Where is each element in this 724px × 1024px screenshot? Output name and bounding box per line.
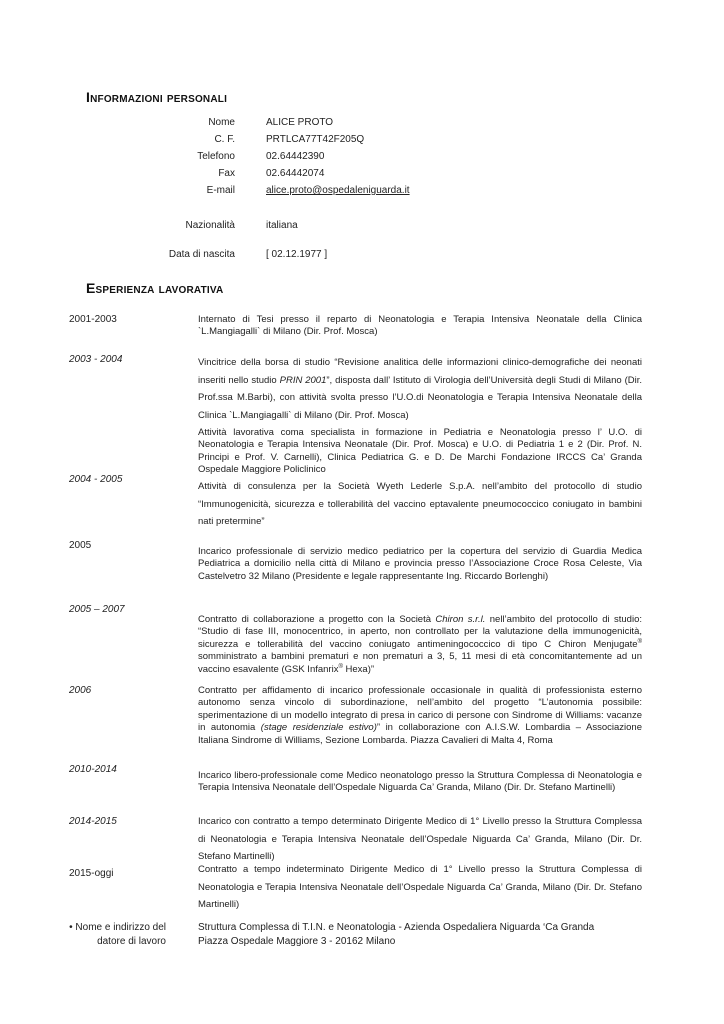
entry-date: 2006	[69, 685, 92, 696]
personal-row-birth	[0, 249, 724, 266]
personal-row-fax	[0, 168, 724, 185]
fax-label: Fax	[218, 168, 235, 179]
personal-info	[0, 117, 724, 266]
entry-text: somministrato a bambini prematuri e non prematuri a 3, 5, 11 mesi di età concomitantemente ad un vaccino esavalente (GSK Infanrix	[198, 651, 642, 675]
entry-text: Attività lavorativa coma specialista in formazione in Pediatria e Neonatologia presso l’ U.O. di Neonatologia e Terapia Intensiva Neonatale (Dir. Prof. Mosca) e U.O. di Pediatria 1 e 2 (Dir. Prof. N. Principi e Prof. V. Carnelli), Clinica Pediatrica G. e D. De Marchi Fondazione IRCCS Ca’ Granda Ospedale Maggiore Policlinico	[198, 427, 642, 476]
section-title-experience: Esperienza lavorativa	[86, 280, 224, 296]
fax-value: 02.64442074	[266, 168, 325, 179]
entry-text: ” in collaborazione con A.I.S.W. Lombardia – Associazione Italiana Sindrome di Williams, Sezione Lombarda. Piazza Cavalieri di Malta 4, Roma	[198, 722, 642, 746]
entry-text: Hexa)”	[342, 663, 375, 675]
entry-text-italic: Chiron s.r.l.	[435, 614, 486, 625]
name-value: ALICE PROTO	[266, 117, 334, 128]
entry-description: Attività di consulenza per la Società Wyeth Lederle S.p.A. nell’ambito del protocollo di studio “Immunogenicità, sicurezza e tollerabilità del vaccino eptavalente pneumococcico coniugato in bambini nati pretermine”	[198, 481, 642, 527]
employer-value	[198, 921, 658, 949]
entry-text: Contratto per affidamento di incarico professionale occasionale in qualità di professionista esterno autonomo senza vincolo di subordinazione, nell’ambito del progetto “L’autonomia possibile: sperimentazione di un modello integrato di presa in carico di persone con Sindrome di Williams: vacanze in autonomia	[198, 685, 642, 734]
employer-name: Struttura Complessa di T.I.N. e Neonatologia - Azienda Ospedaliera Niguarda ‘Ca Granda	[198, 922, 595, 933]
entry-description	[198, 685, 642, 747]
entry-description	[198, 354, 642, 483]
phone-label: Telefono	[197, 151, 235, 162]
entry-text: Vincitrice della borsa di studio “Revisione analitica delle informazioni clinico-demografiche dei neonati inseriti nello studio	[198, 357, 642, 386]
cf-value: PRTLCA77T42F205Q	[266, 134, 365, 145]
entry-text: Contratto di collaborazione a progetto con la Società	[198, 614, 436, 625]
employer-address: Piazza Ospedale Maggiore 3 - 20162 Milano	[198, 936, 396, 947]
nationality-value: italiana	[266, 220, 298, 231]
entry-date: 2015-oggi	[69, 868, 114, 879]
entry-date: 2010-2014	[69, 764, 117, 775]
email-label: E-mail	[206, 185, 235, 196]
personal-row-nationality	[0, 220, 724, 237]
birth-label: Data di nascita	[168, 249, 235, 260]
entry-description: Incarico professionale di servizio medico pediatrico per la copertura del servizio di Guardia Medica Pediatrica a domicilio nella città di Milano e provincia presso l’Associazione Croce Rosa Celeste, Via Castelvetro 32 Milano (Presidente e legale rappresentante Ing. Riccardo Borlenghi)	[198, 546, 642, 582]
nationality-label: Nazionalità	[185, 220, 235, 231]
entry-date: 2005 – 2007	[69, 604, 125, 615]
personal-row-name	[0, 117, 724, 134]
entry-description: Contratto a tempo indeterminato Dirigente Medico di 1° Livello presso la Struttura Complessa di Neonatologia e Terapia Intensiva Neonatale dell’Ospedale Niguarda Ca’ Granda, Milano (Dir. Dr. Stefano Martinelli)	[198, 864, 642, 910]
entry-date: 2005	[69, 540, 92, 551]
entry-description	[198, 614, 642, 676]
entry-text: nell’ambito del protocollo di studio: “Studio di fase III, monocentrico, in aperto, non controllato per la valutazione della immunogenicità, sicurezza e tollerabilità del vaccino coniugato antimeningococcico di tipo C Chiron Menjugate	[198, 614, 642, 650]
entry-description: Internato di Tesi presso il reparto di Neonatologia e Terapia Intensiva Neonatale della Clinica `L.Mangiagalli` di Milano (Dir. Prof. Mosca)	[198, 314, 642, 338]
phone-value: 02.64442390	[266, 151, 325, 162]
entry-description: Incarico libero-professionale come Medico neonatologo presso la Struttura Complessa di Neonatologia e Terapia Intensiva Neonatale dell’Ospedale Niguarda Ca’ Granda, Milano (Dir. Dr. Stefano Martinelli)	[198, 770, 642, 794]
name-label: Nome	[208, 117, 235, 128]
entry-text-italic: (stage residenziale estivo)	[260, 722, 377, 734]
personal-row-email	[0, 185, 724, 202]
registered-mark: ®	[338, 663, 343, 670]
entry-text: ”, disposta dall’ Istituto di Virologia dell’Università degli Studi di Milano (Dir. Prof.ssa M.Barbi), con attività svolta presso l’U.O.di Neonatologia e Terapia Intensiva Neonatale della Clinica `L.Mangiagalli` di Milano (Dir. Prof. Mosca)	[198, 374, 642, 421]
entry-date: 2001-2003	[69, 314, 117, 325]
employer-label: • Nome e indirizzo del datore di lavoro	[69, 922, 166, 947]
registered-mark: ®	[637, 638, 642, 645]
entry-date: 2003 - 2004	[69, 354, 123, 365]
cf-label: C. F.	[214, 134, 235, 145]
entry-date: 2014-2015	[69, 816, 117, 827]
entry-text-italic: PRIN 2001	[279, 374, 327, 386]
entry-date: 2004 - 2005	[69, 474, 123, 485]
section-title-personal: Informazioni personali	[86, 89, 228, 105]
birth-value: [ 02.12.1977 ]	[266, 249, 328, 260]
personal-row-cf	[0, 134, 724, 151]
email-link[interactable]: alice.proto@ospedaleniguarda.it	[266, 185, 410, 196]
entry-description: Incarico con contratto a tempo determinato Dirigente Medico di 1° Livello presso la Struttura Complessa di Neonatologia e Terapia Intensiva Neonatale dell’Ospedale Niguarda Ca’ Granda, Milano (Dir. Dr. Stefano Martinelli)	[198, 816, 642, 862]
personal-row-phone	[0, 151, 724, 168]
